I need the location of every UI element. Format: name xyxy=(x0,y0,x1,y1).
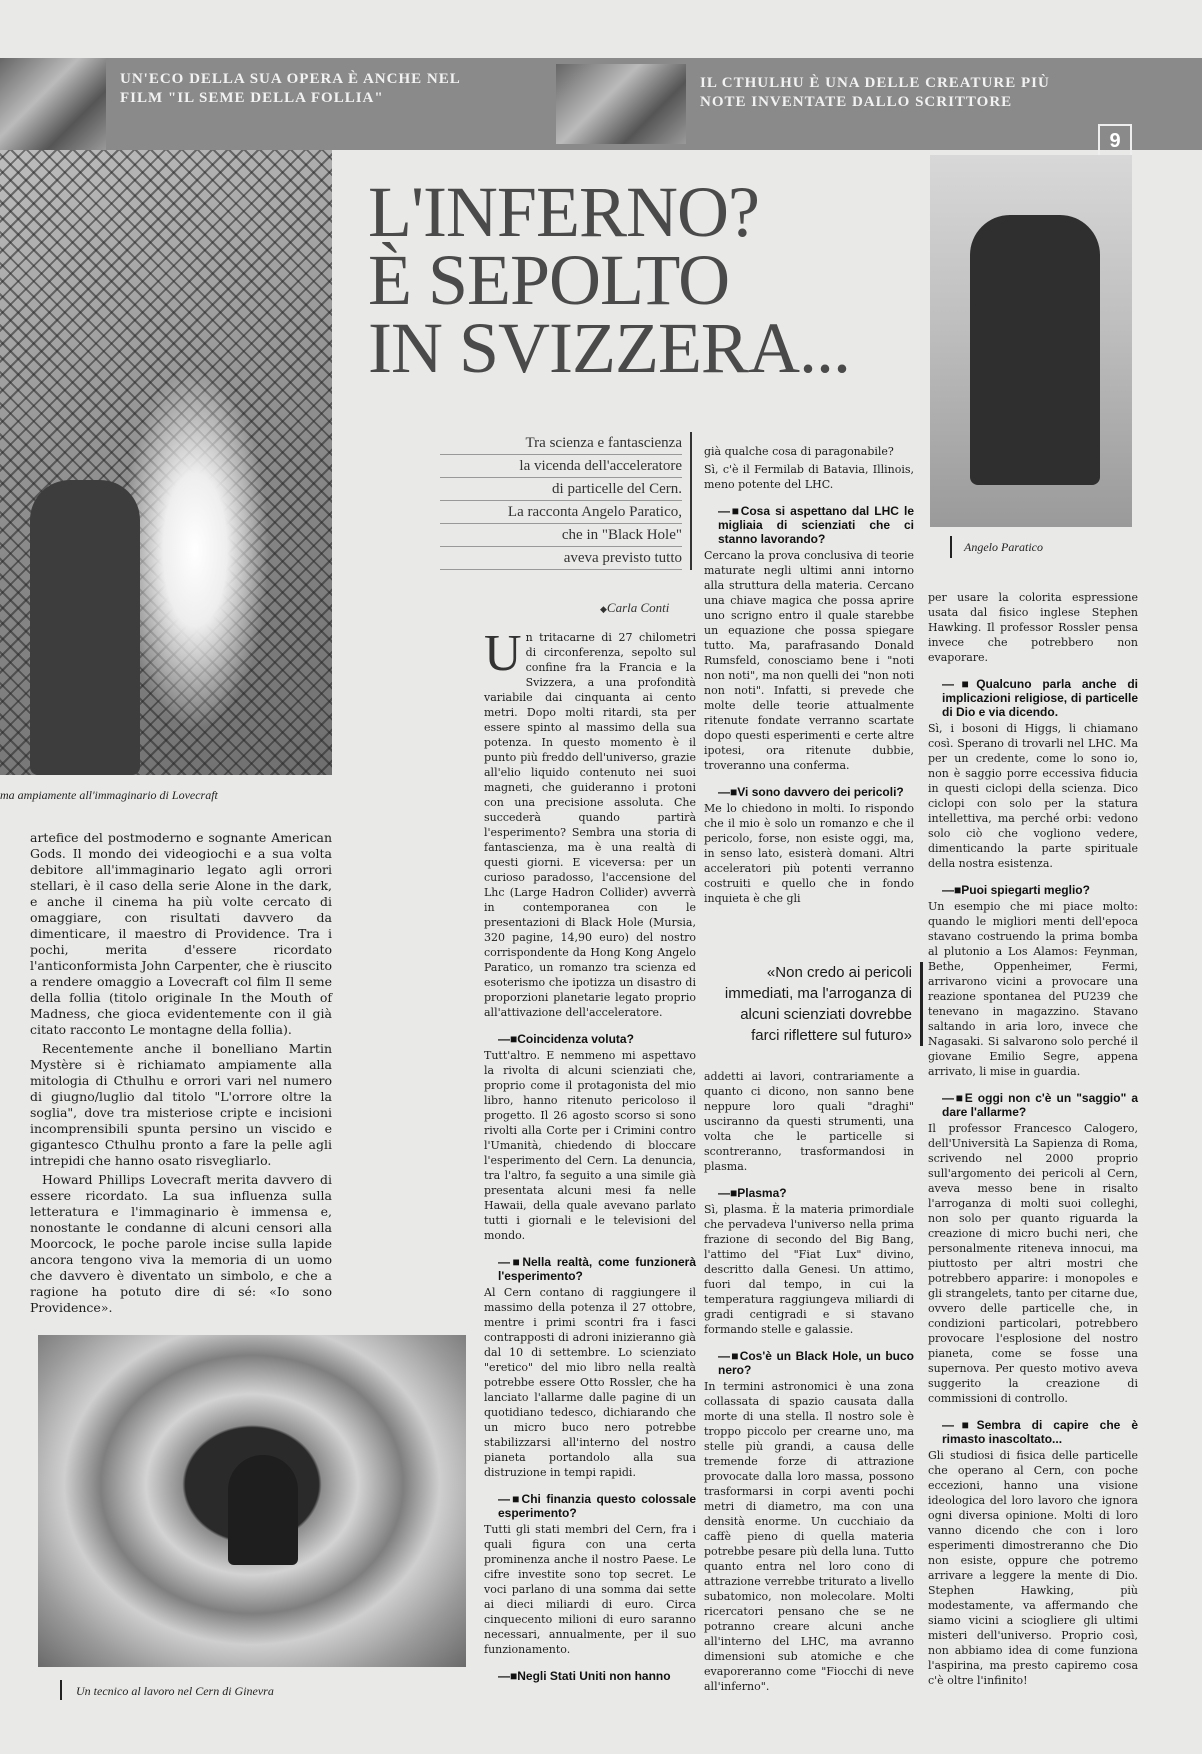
standfirst xyxy=(440,432,692,570)
banner-left-text: UN'ECO DELLA SUA OPERA È ANCHE NEL FILM "IL SEME DELLA FOLLIA" xyxy=(120,71,460,106)
answer: In termini astronomici è una zona collassata di spazio causata dalla morte di una stella. Il nostro sole è troppo piccolo per crearne uno, ma stelle più grandi, a causa delle tremende forze di attrazione provocate dalla loro massa, possono trasformarsi in corpi aventi pochi metri di diametro, ma con una densità enorme. Un cucchiaio da caffè pieno di quella materia potrebbe pesare più della luna. Tutto quanto entra nel loro cono di attrazione verrebbe triturato a livello subatomico, non molecolare. Molti ricercatori pensano che se ne potranno creare alcuni anche all'interno del LHC, ma avranno dimensioni sub atomiche e che evaporeranno come "Fiocchi di neve all'inferno". xyxy=(704,1380,914,1693)
article-column-2 xyxy=(484,625,696,1690)
silhouette-figure xyxy=(30,480,140,775)
article-column-4 xyxy=(928,590,1138,1700)
caption-portrait: Angelo Paratico xyxy=(964,540,1043,554)
top-banner xyxy=(0,58,1202,150)
headline-line-2: È SEPOLTO xyxy=(368,240,730,320)
photo-cern-technician xyxy=(38,1335,466,1667)
banner-photo-left xyxy=(0,58,106,150)
question: —■ Qualcuno parla anche di implicazioni religiose, di particelle di Dio e via dicendo. xyxy=(942,677,1138,719)
banner-photo-cthulhu xyxy=(556,64,686,144)
technician-figure xyxy=(228,1455,298,1565)
headline-line-1: L'INFERNO? xyxy=(368,172,759,252)
answer: Sì, plasma. È la materia primordiale che pervadeva l'universo nella prima frazione di secondo del Big Bang, l'attimo del "Fiat Lux" divino, descritto dalla Genesi. Un attimo, fuori dal tempo, in cui la temperatura raggiungeva miliardi di gradi centigradi e si stavano formando stelle e galassie. xyxy=(704,1203,914,1336)
question: —■ Sembra di capire che è rimasto inascoltato... xyxy=(942,1418,1138,1446)
question: —■ E oggi non c'è un "saggio" a dare l'allarme? xyxy=(942,1091,1138,1119)
paragraph: artefice del postmoderno e sognante American Gods. Il mondo dei videogiochi e a sua volta debitore all'immaginario legato agli orrori stellari, è il caso della serie Alone in the dark, e anche il cinema ha più volte cercato di omaggiare, con risultati davvero da dimenticare, il maestro di Providence. Tra i pochi, merita d'essere ricordato l'anticonformista John Carpenter, che è riuscito a rendere omaggio a Lovecraft col film Il seme della follia (titolo originale In the Mouth of Madness, che gioca evidentemente con il già citato racconto Le montagne della follia). xyxy=(30,830,332,1037)
answer: Me lo chiedono in molti. Io rispondo che il mio è solo un romanzo e che il pericolo, forse, non esiste oggi, ma, in senso lato, esisterà domani. Altri acceleratori più potenti verranno costruiti e quello che in fondo inquieta è che gli xyxy=(704,802,914,905)
article-column-3 xyxy=(704,444,914,1694)
left-column xyxy=(30,830,332,1315)
headline xyxy=(368,172,888,388)
standfirst-line: di particelle del Cern. xyxy=(440,478,682,501)
answer-continued: per usare la colorita espressione usata dal fisico inglese Stephen Hawking. Il professor Rossler pensa invece che potrebbero non evaporare. xyxy=(928,591,1138,664)
lightning-glow xyxy=(120,370,270,730)
question: —■ Cosa si aspettano dal LHC le migliaia di scienziati che ci stanno lavorando? xyxy=(718,504,914,546)
standfirst-line: aveva previsto tutto xyxy=(440,547,682,570)
caption-left-photo: ma ampiamente all'immaginario di Lovecraft xyxy=(0,788,218,802)
question: —■ Plasma? xyxy=(718,1186,914,1200)
answer: Cercano la prova conclusiva di teorie maturate negli ultimi anni intorno alla struttura della materia. Cercano una chiave magica che possa aprire uno scrigno entro il quale starebbe un equazione che possa spiegare tutto. Ma, parafrasando Donald Rumsfeld, conosciamo bene i "noti non noti", ma non quelli dei "non noti non noti". Infatti, si prevede che molte delle teorie attualmente ritenute fondate verranno scartate dopo questi esperimenti e certe altre ipotesi, ora ritenute dubbie, troveranno una conferma. xyxy=(704,549,914,772)
paragraph: Howard Phillips Lovecraft merita davvero di essere ricordato. La sua influenza sulla letteratura e l'immaginario è immensa e, nonostante le condanne di alcuni censori alla Moorcock, le poche parole incise sulla lapide ancora tengono viva la memoria di un uomo che davvero è diventato un simbolo, e che a ragione ha potuto dire di sé: «Io sono Providence». xyxy=(30,1172,332,1315)
answer: Tutti gli stati membri del Cern, fra i quali figura con una certa prominenza anche il nostro Paese. Le cifre investite sono top secret. Le voci parlano di una somma dai sette ai dieci miliardi di euro. Circa cinquecento milioni di euro saranno necessari, annualmente, per il suo funzionamento. xyxy=(484,1523,696,1656)
standfirst-line: Tra scienza e fantascienza xyxy=(440,432,682,455)
caption-rule-bottom xyxy=(60,1680,62,1700)
photo-angelo-paratico xyxy=(930,155,1132,527)
question: —■ Puoi spiegarti meglio? xyxy=(942,883,1138,897)
seated-man xyxy=(970,215,1100,485)
drop-cap: U xyxy=(484,625,522,682)
question: —■ Chi finanzia questo colossale esperimento? xyxy=(498,1492,696,1520)
answer: Tutt'altro. E nemmeno mi aspettavo la rivolta di alcuni scienziati che, proprio come il protagonista del mio libro, hanno ritenuto pericoloso il progetto. Il 26 agosto scorso si sono rivolti alla Corte per i Crimini contro l'Umanità, chiedendo di bloccare l'esperimento del Cern. La denuncia, tra l'altro, fa seguito a una simile già presentata alcuni mesi fa nelle Hawaii, della quale avevano parlato tutti i giornali e le televisioni del mondo. xyxy=(484,1049,696,1242)
photo-lightning-fence xyxy=(0,150,332,775)
standfirst-line: La racconta Angelo Paratico, xyxy=(440,501,682,524)
paragraph: Recentemente anche il bonelliano Martin Mystère si è richiamato ampiamente alla mitologia di Cthulhu e orrori vari nel numero di giugno/luglio dal titolo "L'orrore oltre la soglia", dove tra misteriose cripte e incisioni incomprensibili spunta persino un viscido e gigantesco Cthulhu pronto a fare la pelle agli intrepidi che hanno osato risvegliarlo. xyxy=(30,1041,332,1168)
answer: Il professor Francesco Calogero, dell'Università La Sapienza di Roma, scrivendo nel 2000 proprio sull'argomento dei pericoli al Cern, aveva messo bene in risalto l'arroganza di molti suoi colleghi, non solo per quanto riguarda la creazione di micro buchi neri, che personalmente riteneva innocui, ma piuttosto per altri mostri che potrebbero apparire: i monopoles e gli strangelets, tanto per citarne due, ovvero delle particelle che, in condizioni particolari, potrebbero provocare l'esplosione del nostro pianeta, come se fosse una supernova. Per questo motivo aveva suggerito la creazione di commissioni di controllo. xyxy=(928,1122,1138,1405)
answer: Sì, c'è il Fermilab di Batavia, Illinois, meno potente del LHC. xyxy=(704,463,914,491)
answer-continued: addetti ai lavori, contrariamente a quanto ci dicono, non sanno bene neppure loro quali "draghi" usciranno da questi strumenti, una volta che le particelle si scontreranno, trasformandosi in plasma. xyxy=(704,1070,914,1173)
caption-bottom-photo: Un tecnico al lavoro nel Cern di Ginevra xyxy=(76,1684,274,1698)
question: —■ Coincidenza voluta? xyxy=(498,1032,696,1046)
intro-text: n tritacarne di 27 chilometri di circonferenza, sepolto sul confine fra la Francia e la Svizzera, a una profondità variabile dai cinquanta ai cento metri. Dopo molti ritardi, sta per essere spinto al massimo della sua potenza. In questo momento è il punto più freddo dell'universo, grazie all'elio liquido contenuto nei suoi magneti, che guideranno i protoni con una precisione assoluta. Che succederà quando partirà l'esperimento? Sembra una storia di fantascienza, ma è una realtà di questi giorni. E viceversa: per un curioso paradosso, l'accensione del Lhc (Large Hadron Collider) avverrà in contemporanea con le presentazioni di Black Hole (Mursia, 320 pagine, 14,90 euro) del nostro corrispondente da Hong Kong Angelo Paratico, un romanzo tra scienza ed esoterismo che ipotizza un disastro di proporzioni planetarie legato proprio all'attivazione dell'acceleratore. xyxy=(484,631,696,1019)
answer: Sì, i bosoni di Higgs, li chiamano così. Sperano di trovarli nel LHC. Ma per un credente, come lo sono io, non è saggio porre eccessiva fiducia in questi ciclopi della scienza. Dico ciclopi con solo per la statura intellettiva, ma perché orbi: vedono solo ciò che vogliono vedere, dimenticando la parte spirituale della nostra esistenza. xyxy=(928,722,1138,870)
headline-line-3: IN SVIZZERA... xyxy=(368,308,850,388)
page-number: 9 xyxy=(1098,124,1132,158)
answer-continued: già qualche cosa di paragonabile? xyxy=(704,445,894,458)
standfirst-line: la vicenda dell'acceleratore xyxy=(440,455,682,478)
question: —■ Vi sono davvero dei pericoli? xyxy=(718,785,914,799)
pull-quote: «Non credo ai pericoli immediati, ma l'arroganza di alcuni scienziati dovrebbe farci riflettere sul futuro» xyxy=(716,962,923,1046)
banner-right-text: IL CTHULHU È UNA DELLE CREATURE PIÙ NOTE INVENTATE DALLO SCRITTORE xyxy=(700,75,1050,110)
caption-rule-portrait xyxy=(950,536,952,558)
question: —■ Cos'è un Black Hole, un buco nero? xyxy=(718,1349,914,1377)
intro-paragraph xyxy=(484,625,696,1020)
answer: Un esempio che mi piace molto: quando le migliori menti dell'epoca stavano costruendo la prima bomba al plutonio a Los Alamos: Feynman, Bethe, Oppenheimer, Fermi, arrivarono vicini a provocare una reazione spontanea del PU239 che tenevano in magazzino. Stavano saltando in aria loro, invece che Nagasaki. Si salvarono solo perché il giovane Emilio Segre, appena arrivato, li mise in guardia. xyxy=(928,900,1138,1078)
question: —■ Nella realtà, come funzionerà l'esperimento? xyxy=(498,1255,696,1283)
answer: Al Cern contano di raggiungere il massimo della potenza il 27 ottobre, mentre i primi scontri fra i fasci contrapposti di adroni inizieranno già dal 10 di settembre. Lo scienziato "eretico" del mio libro nella realtà potrebbe essere Otto Rossler, che ha lanciato l'allarme dalle pagine di un quotidiano tedesco, dichiarando che un micro buco nero potrebbe stabilizzarsi all'interno del nostro pianeta portandolo alla sua distruzione in tempi rapidi. xyxy=(484,1286,696,1479)
answer: Gli studiosi di fisica delle particelle che operano al Cern, con poche eccezioni, hanno una visione ideologica del loro lavoro che ignora ogni diversa opinione. Molti di loro vanno dicendo che con i loro esperimenti dimostreranno che Dio non esiste, oppure che potremo arrivare a leggere la mente di Dio. Stephen Hawking, più modestamente, va affermando che siamo vicini a sciogliere gli ultimi misteri dell'universo. Proprio così, non abbiamo idea di come funziona l'aspirina, ma presto capiremo cosa c'è oltre l'infinito! xyxy=(928,1449,1138,1687)
question: —■ Negli Stati Uniti non hanno xyxy=(498,1669,696,1683)
standfirst-line: che in "Black Hole" xyxy=(440,524,682,547)
byline: ◆ Carla Conti xyxy=(600,600,669,616)
